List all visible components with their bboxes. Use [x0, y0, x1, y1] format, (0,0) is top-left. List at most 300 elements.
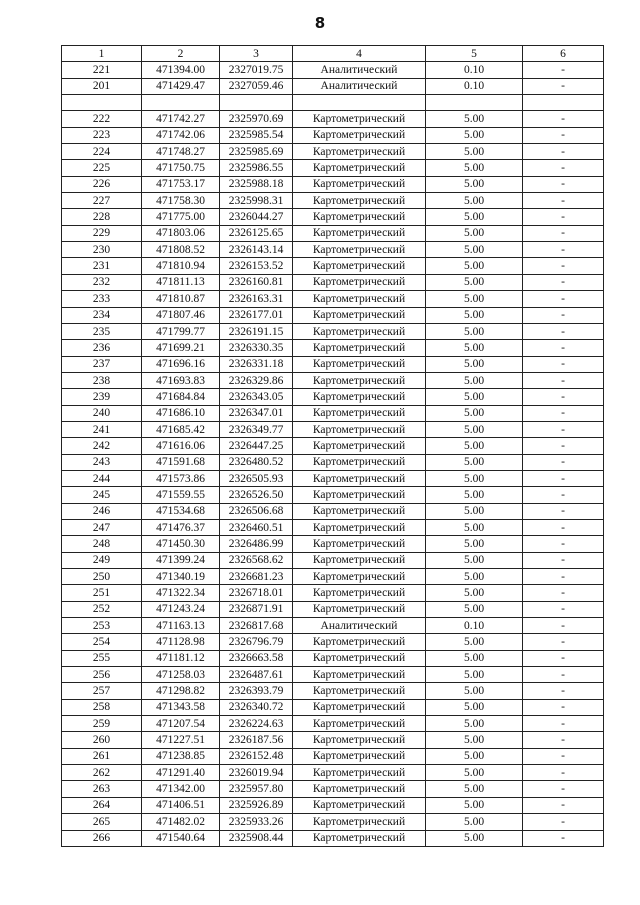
method-cell: Аналитический	[293, 78, 426, 94]
column-header: 6	[523, 46, 604, 62]
column-header: 3	[220, 46, 293, 62]
method-cell: Картометрический	[293, 585, 426, 601]
table-header-row	[62, 46, 604, 62]
x-coordinate-cell: 471243.24	[142, 601, 220, 617]
y-coordinate-cell: 2326568.62	[220, 552, 293, 568]
point-number-cell: 251	[62, 585, 142, 601]
x-coordinate-cell: 471163.13	[142, 618, 220, 634]
x-coordinate-cell: 471591.68	[142, 454, 220, 470]
x-coordinate-cell: 471810.94	[142, 258, 220, 274]
accuracy-cell: 5.00	[426, 748, 523, 764]
accuracy-cell: 5.00	[426, 176, 523, 192]
y-coordinate-cell: 2327019.75	[220, 62, 293, 78]
x-coordinate-cell: 471258.03	[142, 667, 220, 683]
table-row	[62, 340, 604, 356]
note-cell: -	[523, 193, 604, 209]
accuracy-cell	[426, 95, 523, 111]
note-cell: -	[523, 291, 604, 307]
y-coordinate-cell: 2326329.86	[220, 372, 293, 388]
note-cell	[523, 95, 604, 111]
note-cell: -	[523, 503, 604, 519]
method-cell	[293, 95, 426, 111]
x-coordinate-cell: 471807.46	[142, 307, 220, 323]
note-cell: -	[523, 781, 604, 797]
note-cell: -	[523, 716, 604, 732]
x-coordinate-cell: 471429.47	[142, 78, 220, 94]
x-coordinate-cell: 471128.98	[142, 634, 220, 650]
y-coordinate-cell: 2325998.31	[220, 193, 293, 209]
point-number-cell: 239	[62, 389, 142, 405]
y-coordinate-cell: 2325926.89	[220, 797, 293, 813]
method-cell: Картометрический	[293, 160, 426, 176]
x-coordinate-cell: 471399.24	[142, 552, 220, 568]
table-row	[62, 209, 604, 225]
y-coordinate-cell: 2326044.27	[220, 209, 293, 225]
point-number-cell: 227	[62, 193, 142, 209]
point-number-cell: 243	[62, 454, 142, 470]
accuracy-cell: 5.00	[426, 258, 523, 274]
method-cell: Картометрический	[293, 127, 426, 143]
table-row	[62, 274, 604, 290]
x-coordinate-cell: 471559.55	[142, 487, 220, 503]
note-cell: -	[523, 340, 604, 356]
note-cell: -	[523, 797, 604, 813]
x-coordinate-cell: 471238.85	[142, 748, 220, 764]
x-coordinate-cell: 471750.75	[142, 160, 220, 176]
point-number-cell: 221	[62, 62, 142, 78]
point-number-cell: 257	[62, 683, 142, 699]
column-header: 1	[62, 46, 142, 62]
y-coordinate-cell: 2325957.80	[220, 781, 293, 797]
accuracy-cell: 5.00	[426, 814, 523, 830]
note-cell: -	[523, 601, 604, 617]
accuracy-cell: 5.00	[426, 487, 523, 503]
point-number-cell: 256	[62, 667, 142, 683]
point-number-cell: 254	[62, 634, 142, 650]
point-number-cell: 201	[62, 78, 142, 94]
x-coordinate-cell: 471742.27	[142, 111, 220, 127]
accuracy-cell: 5.00	[426, 601, 523, 617]
y-coordinate-cell: 2326177.01	[220, 307, 293, 323]
x-coordinate-cell: 471799.77	[142, 323, 220, 339]
note-cell: -	[523, 78, 604, 94]
table-row	[62, 421, 604, 437]
note-cell: -	[523, 814, 604, 830]
accuracy-cell: 5.00	[426, 111, 523, 127]
point-number-cell: 264	[62, 797, 142, 813]
y-coordinate-cell: 2326187.56	[220, 732, 293, 748]
accuracy-cell: 5.00	[426, 503, 523, 519]
accuracy-cell: 5.00	[426, 225, 523, 241]
accuracy-cell: 5.00	[426, 209, 523, 225]
y-coordinate-cell: 2327059.46	[220, 78, 293, 94]
note-cell: -	[523, 144, 604, 160]
y-coordinate-cell: 2325970.69	[220, 111, 293, 127]
x-coordinate-cell: 471482.02	[142, 814, 220, 830]
note-cell: -	[523, 225, 604, 241]
y-coordinate-cell: 2326330.35	[220, 340, 293, 356]
note-cell: -	[523, 732, 604, 748]
x-coordinate-cell: 471476.37	[142, 519, 220, 535]
accuracy-cell: 5.00	[426, 519, 523, 535]
x-coordinate-cell: 471693.83	[142, 372, 220, 388]
method-cell: Картометрический	[293, 454, 426, 470]
y-coordinate-cell: 2326343.05	[220, 389, 293, 405]
accuracy-cell: 5.00	[426, 552, 523, 568]
x-coordinate-cell: 471207.54	[142, 716, 220, 732]
point-number-cell: 224	[62, 144, 142, 160]
method-cell: Аналитический	[293, 62, 426, 78]
accuracy-cell: 5.00	[426, 634, 523, 650]
point-number-cell: 228	[62, 209, 142, 225]
point-number-cell: 236	[62, 340, 142, 356]
column-header: 2	[142, 46, 220, 62]
point-number-cell: 240	[62, 405, 142, 421]
note-cell: -	[523, 569, 604, 585]
accuracy-cell: 5.00	[426, 830, 523, 846]
point-number-cell: 244	[62, 470, 142, 486]
accuracy-cell: 5.00	[426, 667, 523, 683]
table-row	[62, 650, 604, 666]
point-number-cell: 229	[62, 225, 142, 241]
x-coordinate-cell: 471810.87	[142, 291, 220, 307]
accuracy-cell: 5.00	[426, 307, 523, 323]
point-number-cell: 223	[62, 127, 142, 143]
y-coordinate-cell: 2326143.14	[220, 242, 293, 258]
method-cell: Картометрический	[293, 781, 426, 797]
method-cell: Картометрический	[293, 258, 426, 274]
accuracy-cell: 5.00	[426, 650, 523, 666]
method-cell: Картометрический	[293, 667, 426, 683]
y-coordinate-cell: 2326526.50	[220, 487, 293, 503]
accuracy-cell: 0.10	[426, 618, 523, 634]
note-cell: -	[523, 454, 604, 470]
note-cell: -	[523, 421, 604, 437]
accuracy-cell: 5.00	[426, 438, 523, 454]
table-row	[62, 830, 604, 846]
y-coordinate-cell	[220, 95, 293, 111]
table-row	[62, 111, 604, 127]
accuracy-cell: 5.00	[426, 160, 523, 176]
method-cell: Картометрический	[293, 716, 426, 732]
accuracy-cell: 5.00	[426, 127, 523, 143]
y-coordinate-cell: 2325933.26	[220, 814, 293, 830]
accuracy-cell: 5.00	[426, 405, 523, 421]
table-row	[62, 503, 604, 519]
method-cell: Картометрический	[293, 421, 426, 437]
y-coordinate-cell: 2325986.55	[220, 160, 293, 176]
y-coordinate-cell: 2326393.79	[220, 683, 293, 699]
x-coordinate-cell: 471534.68	[142, 503, 220, 519]
page-number: 8	[314, 14, 326, 32]
y-coordinate-cell: 2326460.51	[220, 519, 293, 535]
x-coordinate-cell: 471811.13	[142, 274, 220, 290]
point-number-cell: 232	[62, 274, 142, 290]
method-cell: Картометрический	[293, 569, 426, 585]
method-cell: Картометрический	[293, 389, 426, 405]
table-row	[62, 716, 604, 732]
point-number-cell: 263	[62, 781, 142, 797]
x-coordinate-cell: 471748.27	[142, 144, 220, 160]
point-number-cell: 249	[62, 552, 142, 568]
x-coordinate-cell: 471758.30	[142, 193, 220, 209]
y-coordinate-cell: 2326681.23	[220, 569, 293, 585]
method-cell: Картометрический	[293, 552, 426, 568]
y-coordinate-cell: 2326125.65	[220, 225, 293, 241]
point-number-cell	[62, 95, 142, 111]
x-coordinate-cell: 471696.16	[142, 356, 220, 372]
table-row	[62, 307, 604, 323]
table-row	[62, 389, 604, 405]
accuracy-cell: 5.00	[426, 421, 523, 437]
y-coordinate-cell: 2325985.69	[220, 144, 293, 160]
note-cell: -	[523, 552, 604, 568]
table-row	[62, 569, 604, 585]
x-coordinate-cell: 471686.10	[142, 405, 220, 421]
x-coordinate-cell: 471775.00	[142, 209, 220, 225]
table-body	[62, 62, 604, 847]
point-number-cell: 235	[62, 323, 142, 339]
method-cell: Картометрический	[293, 814, 426, 830]
table-row	[62, 258, 604, 274]
y-coordinate-cell: 2326718.01	[220, 585, 293, 601]
y-coordinate-cell: 2326224.63	[220, 716, 293, 732]
note-cell: -	[523, 683, 604, 699]
method-cell: Картометрический	[293, 242, 426, 258]
y-coordinate-cell: 2326349.77	[220, 421, 293, 437]
table-row	[62, 372, 604, 388]
x-coordinate-cell: 471406.51	[142, 797, 220, 813]
method-cell: Картометрический	[293, 683, 426, 699]
note-cell: -	[523, 667, 604, 683]
table-row	[62, 797, 604, 813]
table-row	[62, 291, 604, 307]
y-coordinate-cell: 2326506.68	[220, 503, 293, 519]
x-coordinate-cell: 471616.06	[142, 438, 220, 454]
method-cell: Картометрический	[293, 372, 426, 388]
column-header: 4	[293, 46, 426, 62]
table-row	[62, 748, 604, 764]
x-coordinate-cell: 471394.00	[142, 62, 220, 78]
table-row	[62, 405, 604, 421]
table-row	[62, 552, 604, 568]
x-coordinate-cell: 471291.40	[142, 765, 220, 781]
table-row	[62, 781, 604, 797]
accuracy-cell: 5.00	[426, 291, 523, 307]
table-row	[62, 470, 604, 486]
method-cell: Картометрический	[293, 225, 426, 241]
point-number-cell: 241	[62, 421, 142, 437]
table-row	[62, 242, 604, 258]
table-row	[62, 323, 604, 339]
x-coordinate-cell	[142, 95, 220, 111]
table-row	[62, 193, 604, 209]
x-coordinate-cell: 471742.06	[142, 127, 220, 143]
y-coordinate-cell: 2325988.18	[220, 176, 293, 192]
y-coordinate-cell: 2326191.15	[220, 323, 293, 339]
note-cell: -	[523, 438, 604, 454]
method-cell: Картометрический	[293, 487, 426, 503]
table-row	[62, 176, 604, 192]
y-coordinate-cell: 2325908.44	[220, 830, 293, 846]
table-row	[62, 95, 604, 111]
y-coordinate-cell: 2326487.61	[220, 667, 293, 683]
accuracy-cell: 5.00	[426, 144, 523, 160]
note-cell: -	[523, 389, 604, 405]
point-number-cell: 252	[62, 601, 142, 617]
accuracy-cell: 5.00	[426, 683, 523, 699]
note-cell: -	[523, 274, 604, 290]
accuracy-cell: 5.00	[426, 470, 523, 486]
note-cell: -	[523, 372, 604, 388]
accuracy-cell: 5.00	[426, 372, 523, 388]
method-cell: Картометрический	[293, 601, 426, 617]
accuracy-cell: 5.00	[426, 323, 523, 339]
accuracy-cell: 5.00	[426, 765, 523, 781]
note-cell: -	[523, 830, 604, 846]
method-cell: Картометрический	[293, 830, 426, 846]
method-cell: Картометрический	[293, 291, 426, 307]
note-cell: -	[523, 356, 604, 372]
accuracy-cell: 5.00	[426, 193, 523, 209]
accuracy-cell: 5.00	[426, 797, 523, 813]
table-row	[62, 814, 604, 830]
x-coordinate-cell: 471343.58	[142, 699, 220, 715]
note-cell: -	[523, 258, 604, 274]
note-cell: -	[523, 650, 604, 666]
point-number-cell: 250	[62, 569, 142, 585]
note-cell: -	[523, 618, 604, 634]
method-cell: Картометрический	[293, 438, 426, 454]
method-cell: Картометрический	[293, 650, 426, 666]
point-number-cell: 230	[62, 242, 142, 258]
table-row	[62, 699, 604, 715]
accuracy-cell: 5.00	[426, 699, 523, 715]
x-coordinate-cell: 471450.30	[142, 536, 220, 552]
y-coordinate-cell: 2326817.68	[220, 618, 293, 634]
point-number-cell: 222	[62, 111, 142, 127]
accuracy-cell: 5.00	[426, 274, 523, 290]
x-coordinate-cell: 471803.06	[142, 225, 220, 241]
table-row	[62, 519, 604, 535]
point-number-cell: 238	[62, 372, 142, 388]
method-cell: Картометрический	[293, 732, 426, 748]
accuracy-cell: 5.00	[426, 585, 523, 601]
x-coordinate-cell: 471340.19	[142, 569, 220, 585]
method-cell: Картометрический	[293, 340, 426, 356]
note-cell: -	[523, 127, 604, 143]
note-cell: -	[523, 765, 604, 781]
table-row	[62, 667, 604, 683]
x-coordinate-cell: 471342.00	[142, 781, 220, 797]
note-cell: -	[523, 487, 604, 503]
point-number-cell: 253	[62, 618, 142, 634]
accuracy-cell: 5.00	[426, 536, 523, 552]
note-cell: -	[523, 405, 604, 421]
y-coordinate-cell: 2326486.99	[220, 536, 293, 552]
method-cell: Картометрический	[293, 356, 426, 372]
y-coordinate-cell: 2326152.48	[220, 748, 293, 764]
x-coordinate-cell: 471298.82	[142, 683, 220, 699]
accuracy-cell: 5.00	[426, 716, 523, 732]
table-row	[62, 618, 604, 634]
accuracy-cell: 5.00	[426, 389, 523, 405]
method-cell: Картометрический	[293, 176, 426, 192]
method-cell: Картометрический	[293, 111, 426, 127]
point-number-cell: 258	[62, 699, 142, 715]
table-row	[62, 144, 604, 160]
table-row	[62, 62, 604, 78]
method-cell: Картометрический	[293, 748, 426, 764]
accuracy-cell: 0.10	[426, 62, 523, 78]
table-row	[62, 601, 604, 617]
table-row	[62, 634, 604, 650]
method-cell: Картометрический	[293, 323, 426, 339]
point-number-cell: 231	[62, 258, 142, 274]
y-coordinate-cell: 2326480.52	[220, 454, 293, 470]
x-coordinate-cell: 471684.84	[142, 389, 220, 405]
x-coordinate-cell: 471808.52	[142, 242, 220, 258]
accuracy-cell: 5.00	[426, 569, 523, 585]
point-number-cell: 259	[62, 716, 142, 732]
y-coordinate-cell: 2326340.72	[220, 699, 293, 715]
note-cell: -	[523, 111, 604, 127]
note-cell: -	[523, 536, 604, 552]
table-row	[62, 765, 604, 781]
point-number-cell: 266	[62, 830, 142, 846]
y-coordinate-cell: 2326347.01	[220, 405, 293, 421]
note-cell: -	[523, 323, 604, 339]
note-cell: -	[523, 242, 604, 258]
x-coordinate-cell: 471753.17	[142, 176, 220, 192]
table-row	[62, 454, 604, 470]
note-cell: -	[523, 748, 604, 764]
x-coordinate-cell: 471573.86	[142, 470, 220, 486]
y-coordinate-cell: 2326447.25	[220, 438, 293, 454]
note-cell: -	[523, 62, 604, 78]
method-cell: Картометрический	[293, 144, 426, 160]
method-cell: Аналитический	[293, 618, 426, 634]
x-coordinate-cell: 471699.21	[142, 340, 220, 356]
method-cell: Картометрический	[293, 765, 426, 781]
table-row	[62, 78, 604, 94]
method-cell: Картометрический	[293, 699, 426, 715]
point-number-cell: 260	[62, 732, 142, 748]
point-number-cell: 265	[62, 814, 142, 830]
y-coordinate-cell: 2326163.31	[220, 291, 293, 307]
table-row	[62, 160, 604, 176]
point-number-cell: 246	[62, 503, 142, 519]
table-row	[62, 356, 604, 372]
y-coordinate-cell: 2326505.93	[220, 470, 293, 486]
note-cell: -	[523, 699, 604, 715]
y-coordinate-cell: 2326160.81	[220, 274, 293, 290]
method-cell: Картометрический	[293, 519, 426, 535]
point-number-cell: 261	[62, 748, 142, 764]
point-number-cell: 226	[62, 176, 142, 192]
note-cell: -	[523, 160, 604, 176]
y-coordinate-cell: 2326663.58	[220, 650, 293, 666]
accuracy-cell: 5.00	[426, 732, 523, 748]
point-number-cell: 237	[62, 356, 142, 372]
table-row	[62, 683, 604, 699]
point-number-cell: 242	[62, 438, 142, 454]
point-number-cell: 225	[62, 160, 142, 176]
y-coordinate-cell: 2325985.54	[220, 127, 293, 143]
y-coordinate-cell: 2326153.52	[220, 258, 293, 274]
table-row	[62, 536, 604, 552]
method-cell: Картометрический	[293, 405, 426, 421]
